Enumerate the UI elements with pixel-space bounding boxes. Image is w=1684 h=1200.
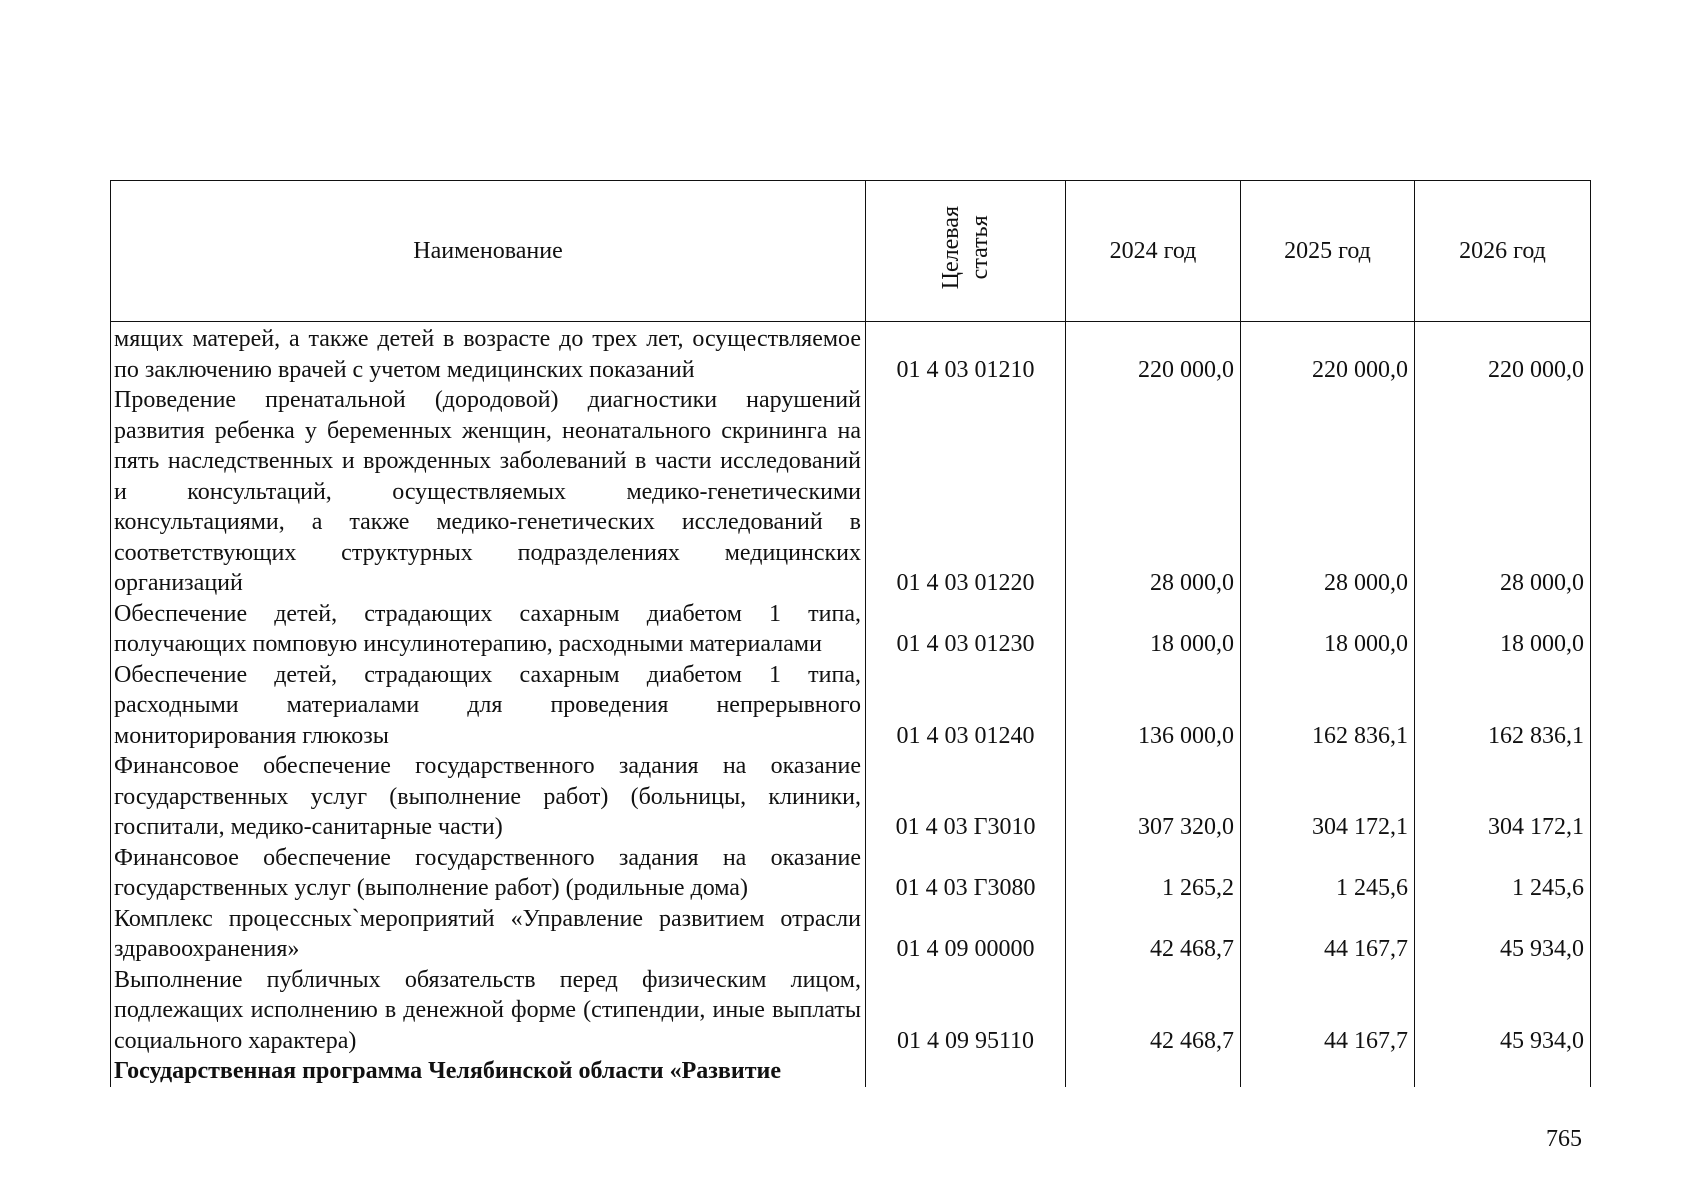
row-code: 01 4 09 00000 — [866, 904, 1066, 965]
row-value-2025: 28 000,0 — [1241, 385, 1415, 599]
row-value-2025: 44 167,7 — [1241, 965, 1415, 1057]
row-value-2026: 162 836,1 — [1415, 660, 1591, 752]
row-value-2026: 18 000,0 — [1415, 599, 1591, 660]
row-value-2025: 304 172,1 — [1241, 751, 1415, 843]
header-year-2026: 2026 год — [1415, 181, 1591, 322]
row-value-2025: 18 000,0 — [1241, 599, 1415, 660]
table-row — [111, 751, 1591, 843]
row-value-2026 — [1415, 1056, 1591, 1087]
row-code — [866, 1056, 1066, 1087]
header-year-2025: 2025 год — [1241, 181, 1415, 322]
row-value-2026: 45 934,0 — [1415, 904, 1591, 965]
row-value-2024: 1 265,2 — [1066, 843, 1241, 904]
row-code: 01 4 03 01240 — [866, 660, 1066, 752]
row-value-2024: 136 000,0 — [1066, 660, 1241, 752]
table-row — [111, 1056, 1591, 1087]
row-value-2025: 220 000,0 — [1241, 322, 1415, 386]
row-code: 01 4 03 01210 — [866, 322, 1066, 386]
page-number: 765 — [1546, 1126, 1582, 1152]
header-year-2024: 2024 год — [1066, 181, 1241, 322]
row-name: Комплекс процессных`мероприятий «Управление развитием отрасли здравоохранения» — [111, 904, 866, 965]
row-name: Обеспечение детей, страдающих сахарным диабетом 1 типа, получающих помповую инсулинотерапию, расходными материалами — [111, 599, 866, 660]
row-value-2025 — [1241, 1056, 1415, 1087]
table-body — [111, 322, 1591, 1087]
row-value-2024: 220 000,0 — [1066, 322, 1241, 386]
row-value-2025: 44 167,7 — [1241, 904, 1415, 965]
row-name: Обеспечение детей, страдающих сахарным диабетом 1 типа, расходными материалами для проведения непрерывного мониторирования глюкозы — [111, 660, 866, 752]
table-header — [111, 181, 1591, 322]
row-value-2024: 307 320,0 — [1066, 751, 1241, 843]
row-value-2024 — [1066, 1056, 1241, 1087]
row-code: 01 4 03 Г3080 — [866, 843, 1066, 904]
row-value-2025: 162 836,1 — [1241, 660, 1415, 752]
row-code: 01 4 03 01230 — [866, 599, 1066, 660]
row-name: Выполнение публичных обязательств перед физическим лицом, подлежащих исполнению в денежной форме (стипендии, иные выплаты социального характера) — [111, 965, 866, 1057]
table-row — [111, 843, 1591, 904]
row-name: Государственная программа Челябинской области «Развитие — [111, 1056, 866, 1087]
table-row — [111, 322, 1591, 386]
table-row — [111, 904, 1591, 965]
budget-table — [110, 180, 1591, 1087]
header-code — [866, 181, 1066, 322]
row-code: 01 4 03 Г3010 — [866, 751, 1066, 843]
row-code: 01 4 03 01220 — [866, 385, 1066, 599]
table-row — [111, 599, 1591, 660]
row-value-2026: 45 934,0 — [1415, 965, 1591, 1057]
table-row — [111, 385, 1591, 599]
row-name: Финансовое обеспечение государственного задания на оказание государственных услуг (выполнение работ) (больницы, клиники, госпитали, медико-санитарные части) — [111, 751, 866, 843]
row-name: мящих матерей, а также детей в возрасте до трех лет, осуществляемое по заключению врачей с учетом медицинских показаний — [111, 322, 866, 386]
row-code: 01 4 09 95110 — [866, 965, 1066, 1057]
row-name: Финансовое обеспечение государственного задания на оказание государственных услуг (выполнение работ) (родильные дома) — [111, 843, 866, 904]
table-row — [111, 660, 1591, 752]
row-name: Проведение пренатальной (дородовой) диагностики нарушений развития ребенка у беременных женщин, неонатального скрининга на пять наследственных и врожденных заболеваний в части исследований и консультаций, осуществляемых медико-генетическими консультациями, а также медико-генетических исследований в соответствующих структурных подразделениях медицинских организаций — [111, 385, 866, 599]
header-name: Наименование — [111, 181, 866, 322]
row-value-2026: 304 172,1 — [1415, 751, 1591, 843]
row-value-2024: 18 000,0 — [1066, 599, 1241, 660]
row-value-2026: 1 245,6 — [1415, 843, 1591, 904]
header-code-label: Целевая статья — [937, 205, 993, 290]
header-row — [111, 181, 1591, 322]
row-value-2025: 1 245,6 — [1241, 843, 1415, 904]
table-row — [111, 965, 1591, 1057]
row-value-2024: 28 000,0 — [1066, 385, 1241, 599]
row-value-2024: 42 468,7 — [1066, 904, 1241, 965]
row-value-2024: 42 468,7 — [1066, 965, 1241, 1057]
row-value-2026: 28 000,0 — [1415, 385, 1591, 599]
row-value-2026: 220 000,0 — [1415, 322, 1591, 386]
